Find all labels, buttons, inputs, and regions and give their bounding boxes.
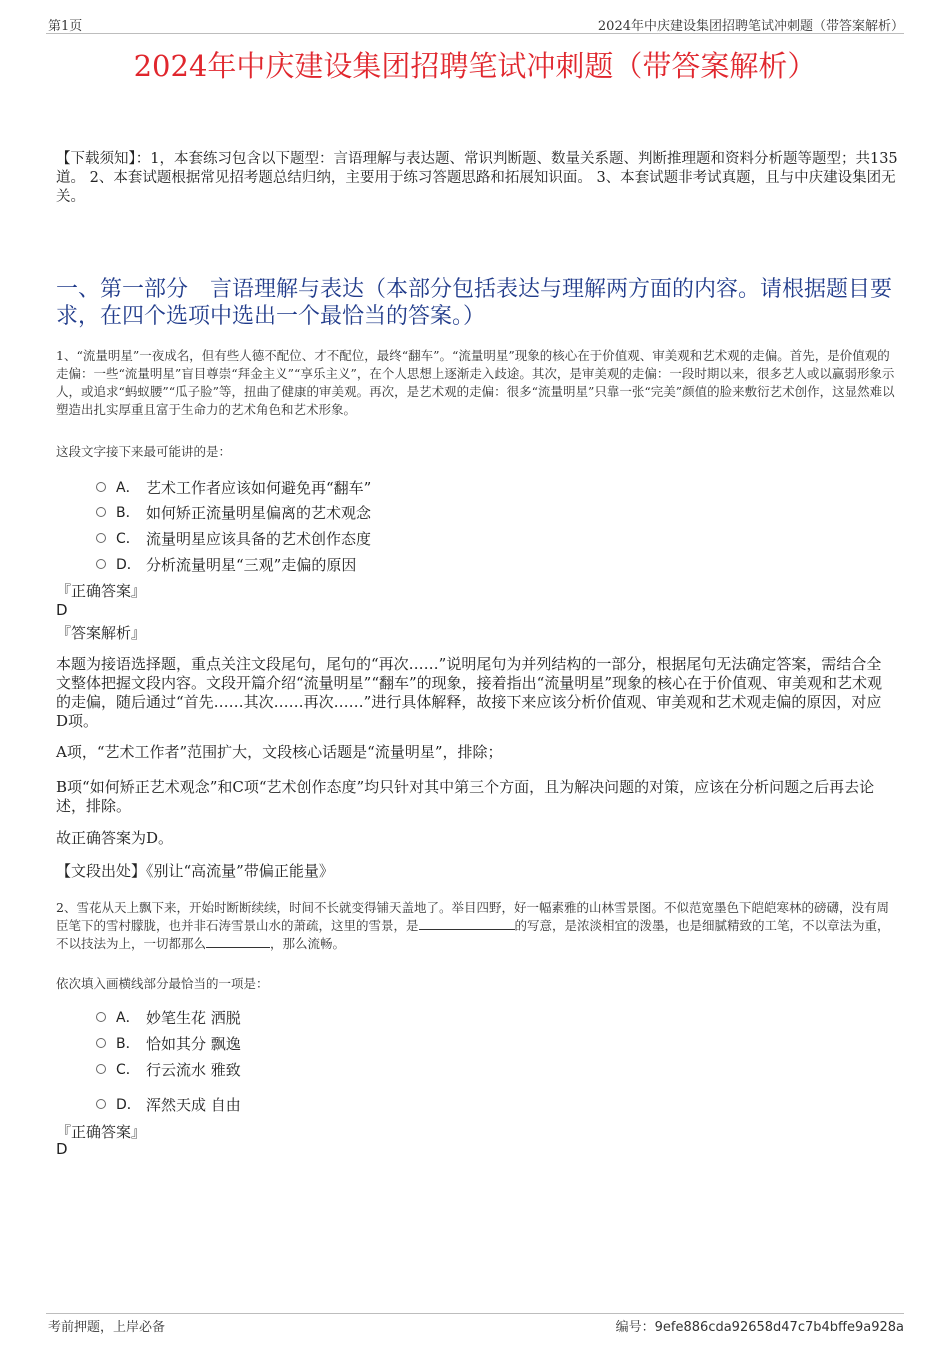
radio-icon[interactable]: [96, 507, 106, 517]
radio-icon[interactable]: [96, 1064, 106, 1074]
q2-option-d[interactable]: [96, 1094, 241, 1114]
explanation-paragraph: 本题为接语选择题，重点关注文段尾句，尾句的“再次……”说明尾句为并列结构的一部分，根据尾句无法确定答案，需结合全文整体把握文段内容。文段开篇介绍“流量明星”“翻车”的现象，接着指出“流量明星”现象的核心在于价值观、审美观和艺术观的走偏，随后通过“首先……其次……再次……”进行具体解释，故接下来应该分析价值观、审美观和艺术观走偏的原因，对应D项。: [56, 655, 883, 730]
radio-icon[interactable]: [96, 533, 106, 543]
option-letter: C．: [116, 531, 140, 547]
explanation-paragraph: 故正确答案为D。: [56, 829, 174, 847]
option-text: 如何矫正流量明星偏离的艺术观念: [146, 503, 372, 522]
option-letter: A．: [116, 1010, 140, 1026]
option-text: 恰如其分 飘逸: [146, 1034, 241, 1053]
explanation-paragraph: B项“如何矫正艺术观念”和C项“艺术创作态度”均只针对其中第三个方面，且为解决问题的对策，应该在分析问题之后再去论述，排除。: [56, 778, 875, 815]
question-2-prompt: 依次填入画横线部分最恰当的一项是：: [56, 976, 269, 991]
option-text: 分析流量明星“三观”走偏的原因: [146, 555, 357, 574]
document-id: 编号：9efe886cda92658d47c7b4bffe9a928a: [615, 1320, 904, 1335]
question-1-text: 1、“流量明星”一夜成名，但有些人德不配位、才不配位，最终“翻车”。“流量明星”现象的核心在于价值观、审美观和艺术观的走偏。首先，是价值观的走偏：一些“流量明星”盲目尊崇“拜金主义”“享乐主义”，在个人思想上逐渐走入歧途。其次，是审美观的走偏：一段时期以来，很多艺人或以赢弱形象示人，或追求“蚂蚁腰”“瓜子脸”等，扭曲了健康的审美观。再次，是艺术观的走偏：很多“流量明星”只靠一张“完美”颜值的脸来敷衍艺术创作，这显然难以塑造出扎实厚重且富于生命力的艺术角色和艺术形象。: [56, 348, 895, 417]
question-1-prompt: 这段文字接下来最可能讲的是：: [56, 444, 232, 459]
question-2-text-part: 2、雪花从天上飘下来，开始时断断续续，时间不长就变得铺天盖地了。举目四野，好一幅素雅的山林雪景图。不似范宽墨色下皑皑寒林的磅礴，没有周臣笔下的雪村朦胧，也并非石涛雪景山水的萧疏，这里的雪景，是: [56, 900, 889, 933]
correct-answer: D: [56, 1140, 68, 1158]
radio-icon[interactable]: [96, 559, 106, 569]
q1-option-a[interactable]: [96, 477, 371, 497]
correct-answer-label: 『正确答案』: [56, 582, 147, 600]
q2-option-a[interactable]: [96, 1007, 241, 1027]
option-letter: C．: [116, 1062, 140, 1078]
q2-option-c[interactable]: [96, 1059, 241, 1079]
option-letter: D．: [116, 557, 141, 573]
radio-icon[interactable]: [96, 1099, 106, 1109]
page-number: 第1页: [48, 19, 83, 34]
section-heading: 一、第一部分 言语理解与表达（本部分包括表达与理解两方面的内容。请根据题目要求，在四个选项中选出一个最恰当的答案。）: [56, 277, 893, 329]
option-text: 浑然天成 自由: [146, 1095, 241, 1114]
document-title: 2024年中庆建设集团招聘笔试冲刺题（带答案解析）: [133, 49, 817, 83]
option-letter: A．: [116, 480, 140, 496]
download-notice: 【下载须知】：1，本套练习包含以下题型：言语理解与表达题、常识判断题、数量关系题、判断推理题和资料分析题等题型；共135道。 2、本套试题根据常见招考题总结归纳，主要用于练习答题思路和拓展知识面。 3、本套试题非考试真题，且与中庆建设集团无关。: [56, 151, 898, 205]
question-2-text-part: 的写意，是浓淡相宜的泼墨，也是细腻精致的工笔，不以章法为重，不以技法为上，一切都那么: [56, 918, 890, 951]
blank-2[interactable]: [206, 935, 270, 948]
q1-option-d[interactable]: [96, 554, 356, 574]
option-text: 妙笔生花 洒脱: [146, 1008, 241, 1027]
source-note: 【文段出处】《别让“高流量”带偏正能量》: [56, 862, 334, 880]
option-text: 艺术工作者应该如何避免再“翻车”: [146, 478, 372, 497]
running-title: 2024年中庆建设集团招聘笔试冲刺题（带答案解析）: [597, 19, 904, 34]
q2-option-b[interactable]: [96, 1033, 241, 1053]
radio-icon[interactable]: [96, 1012, 106, 1022]
option-letter: B．: [116, 505, 140, 521]
q1-option-b[interactable]: [96, 502, 371, 522]
blank-1[interactable]: [419, 917, 515, 930]
explanation-label: 『答案解析』: [56, 624, 147, 642]
correct-answer: D: [56, 601, 68, 619]
radio-icon[interactable]: [96, 482, 106, 492]
footer-divider: [46, 1313, 904, 1314]
option-text: 行云流水 雅致: [146, 1060, 241, 1079]
footer-slogan: 考前押题，上岸必备: [48, 1320, 166, 1335]
correct-answer-label: 『正确答案』: [56, 1123, 147, 1141]
radio-icon[interactable]: [96, 1038, 106, 1048]
header-divider: [46, 33, 904, 34]
option-text: 流量明星应该具备的艺术创作态度: [146, 529, 372, 548]
explanation-paragraph: A项，“艺术工作者”范围扩大，文段核心话题是“流量明星”，排除；: [56, 743, 503, 761]
q1-option-c[interactable]: [96, 528, 371, 548]
question-2-text-part: ，那么流畅。: [270, 936, 346, 951]
question-2-text: [56, 899, 898, 953]
option-letter: D．: [116, 1097, 141, 1113]
option-letter: B．: [116, 1036, 140, 1052]
